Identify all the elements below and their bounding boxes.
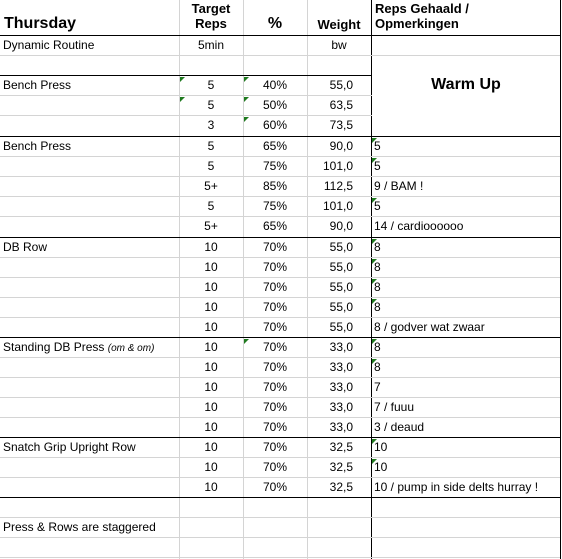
note-cell: 5: [374, 199, 381, 213]
percent-cell: 75%: [262, 159, 288, 173]
exercise-cell: [3, 338, 179, 357]
exercise-cell: Bench Press: [3, 139, 72, 153]
percent-cell: [243, 36, 307, 55]
note-cell: 8: [374, 260, 381, 274]
reps-cell: 5: [207, 199, 215, 213]
weight-cell: 101,0: [322, 159, 353, 173]
weight-cell: 112,5: [323, 179, 353, 193]
footer-note: Press & Rows are staggered: [3, 520, 156, 534]
weight-cell: 90,0: [329, 219, 353, 233]
reps-cell: 5+: [204, 179, 218, 193]
percent-cell: 75%: [262, 199, 288, 213]
weight-cell: 55,0: [329, 300, 353, 314]
reps-cell: 10: [204, 260, 218, 274]
table-row[interactable]: [0, 157, 560, 177]
table-row[interactable]: [0, 258, 560, 278]
percent-cell: 70%: [262, 480, 288, 494]
reps-cell: 10: [204, 380, 218, 394]
exercise-name: Standing DB Press: [3, 340, 105, 354]
percent-cell: 70%: [262, 460, 288, 474]
reps-cell: 5+: [204, 219, 218, 233]
table-row[interactable]: [0, 238, 560, 258]
reps-cell: 10: [204, 480, 218, 494]
percent-cell: 70%: [262, 260, 288, 274]
cell-indicator-icon: [244, 97, 249, 102]
percent-cell: 70%: [262, 380, 288, 394]
cell-indicator-icon: [372, 359, 377, 364]
note-cell: 14 / cardioooooo: [374, 219, 464, 233]
table-row[interactable]: [0, 438, 560, 458]
percent-cell: 70%: [262, 420, 288, 434]
note-cell: 10 / pump in side delts hurray !: [374, 480, 539, 494]
weight-cell: 33,0: [329, 340, 353, 354]
note-cell: 9 / BAM !: [374, 179, 424, 193]
weight-cell: 33,0: [329, 380, 353, 394]
weight-cell: 101,0: [322, 199, 353, 213]
weight-cell: 33,0: [329, 360, 353, 374]
weight-cell: bw: [331, 38, 347, 52]
table-row[interactable]: [0, 378, 560, 398]
cell-indicator-icon: [372, 158, 377, 163]
percent-cell: 70%: [262, 440, 288, 454]
weight-cell: 32,5: [329, 480, 353, 494]
exercise-note: (om & om): [107, 343, 155, 354]
weight-cell: 55,0: [329, 240, 353, 254]
warmup-merged-cell: [372, 56, 560, 136]
reps-cell: 10: [204, 420, 218, 434]
table-row[interactable]: [0, 458, 560, 478]
reps-cell: 5min: [197, 38, 224, 52]
note-cell: 3 / deaud: [374, 420, 425, 434]
table-row[interactable]: [0, 518, 560, 538]
note-cell: 5: [374, 159, 381, 173]
grid-line: [560, 0, 561, 559]
reps-cell: 10: [204, 440, 218, 454]
table-row[interactable]: [0, 398, 560, 418]
table-row[interactable]: [0, 217, 560, 238]
cell-indicator-icon: [244, 339, 249, 344]
percent-cell: 50%: [262, 98, 288, 112]
table-row[interactable]: [0, 498, 560, 518]
reps-cell: 10: [204, 400, 218, 414]
note-cell: 8: [374, 340, 381, 354]
table-row[interactable]: [0, 338, 560, 358]
weight-cell: 32,5: [329, 460, 353, 474]
table-row[interactable]: [0, 36, 560, 56]
weight-cell: 90,0: [329, 139, 353, 153]
reps-cell: 10: [204, 460, 218, 474]
table-row[interactable]: [0, 137, 560, 157]
percent-cell: 40%: [262, 78, 288, 92]
percent-cell: 70%: [262, 240, 288, 254]
notes-header-line2: Opmerkingen: [375, 16, 459, 31]
note-cell: 8: [374, 300, 381, 314]
note-cell: 8 / godver wat zwaar: [374, 320, 485, 334]
note-cell: 7: [374, 380, 381, 394]
notes-header-line1: Reps Gehaald /: [375, 1, 469, 16]
percent-cell: 65%: [262, 139, 288, 153]
cell-indicator-icon: [244, 117, 249, 122]
weight-cell: 32,5: [329, 440, 353, 454]
table-row[interactable]: [0, 318, 560, 338]
percent-cell: 70%: [262, 320, 288, 334]
weight-cell: 33,0: [329, 400, 353, 414]
cell-indicator-icon: [372, 299, 377, 304]
cell-indicator-icon: [372, 339, 377, 344]
cell-indicator-icon: [372, 138, 377, 143]
exercise-cell: Bench Press: [3, 78, 72, 92]
note-cell: 8: [374, 360, 381, 374]
exercise-cell: Snatch Grip Upright Row: [3, 440, 136, 454]
reps-cell: 5: [207, 139, 215, 153]
percent-header: %: [267, 15, 283, 32]
note-cell: 10: [374, 440, 388, 454]
reps-cell: 3: [207, 118, 215, 132]
weight-cell: 63,5: [329, 98, 353, 112]
note-cell: 8: [374, 280, 381, 294]
note-cell: 10: [374, 460, 388, 474]
table-row[interactable]: [0, 418, 560, 438]
note-cell: 8: [374, 240, 381, 254]
reps-cell: 5: [207, 98, 215, 112]
reps-cell: 10: [204, 320, 218, 334]
reps-cell: 10: [204, 360, 218, 374]
reps-cell: 10: [204, 300, 218, 314]
note-cell: 5: [374, 139, 381, 153]
weight-cell: 73,5: [329, 118, 353, 132]
percent-cell: 70%: [262, 340, 288, 354]
day-title: Thursday: [4, 15, 77, 32]
cell-indicator-icon: [372, 279, 377, 284]
table-row[interactable]: [0, 278, 560, 298]
target-reps-header-line1: Target: [191, 1, 231, 16]
table-row[interactable]: [0, 538, 560, 558]
table-row[interactable]: [0, 478, 560, 498]
target-reps-header: [179, 1, 243, 31]
cell-indicator-icon: [372, 198, 377, 203]
exercise-cell: Dynamic Routine: [3, 38, 95, 52]
note-cell: 7 / fuuu: [374, 400, 415, 414]
cell-indicator-icon: [244, 77, 249, 82]
exercise-cell: DB Row: [3, 240, 48, 254]
percent-cell: 60%: [262, 118, 288, 132]
reps-cell: 10: [204, 240, 218, 254]
weight-cell: 33,0: [329, 420, 353, 434]
weight-header: Weight: [317, 17, 361, 32]
weight-cell: 55,0: [329, 260, 353, 274]
percent-cell: 65%: [262, 219, 288, 233]
percent-cell: 70%: [262, 360, 288, 374]
weight-cell: 55,0: [329, 280, 353, 294]
cell-indicator-icon: [180, 97, 185, 102]
weight-cell: 55,0: [329, 320, 353, 334]
warmup-label: Warm Up: [431, 76, 501, 93]
target-reps-header-line2: Reps: [195, 16, 227, 31]
reps-cell: 10: [204, 280, 218, 294]
cell-indicator-icon: [372, 239, 377, 244]
percent-cell: 70%: [262, 280, 288, 294]
reps-cell: 5: [207, 78, 215, 92]
cell-indicator-icon: [372, 259, 377, 264]
notes-header: [375, 1, 561, 31]
weight-cell: 55,0: [329, 78, 353, 92]
cell-indicator-icon: [180, 77, 185, 82]
percent-cell: 70%: [262, 300, 288, 314]
table-row[interactable]: [0, 177, 560, 197]
cell-indicator-icon: [372, 459, 377, 464]
reps-cell: 10: [204, 340, 218, 354]
table-row[interactable]: [0, 197, 560, 217]
percent-cell: 85%: [262, 179, 288, 193]
percent-cell: 70%: [262, 400, 288, 414]
cell-indicator-icon: [372, 439, 377, 444]
reps-cell: 5: [207, 159, 215, 173]
table-row[interactable]: [0, 358, 560, 378]
table-row[interactable]: [0, 298, 560, 318]
